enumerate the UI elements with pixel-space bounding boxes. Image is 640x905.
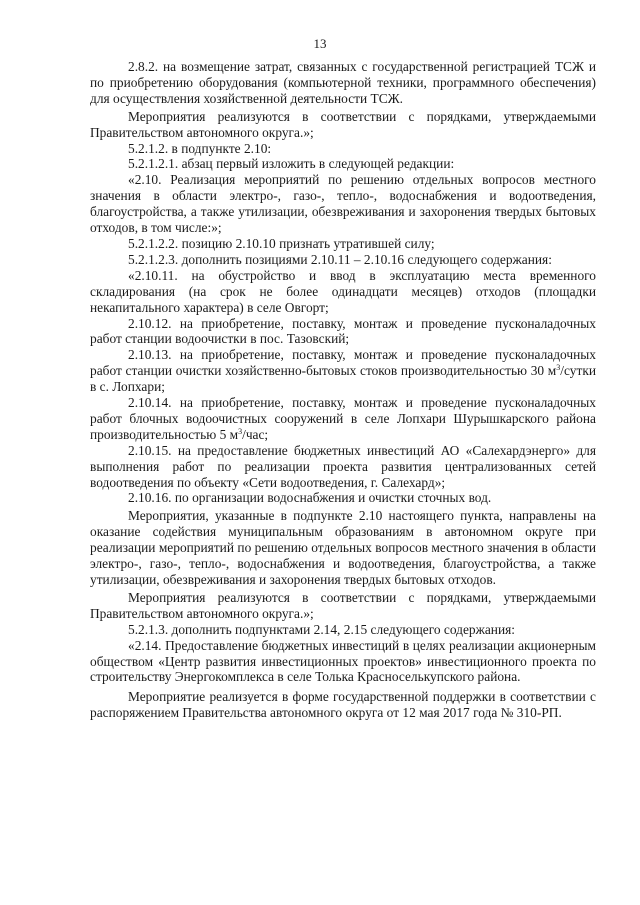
paragraph-2-14: «2.14. Предоставление бюджетных инвестиций в целях реализации акционерным обществом «Центр развития инвестиционных проектов» инвестиционного проекта по строительству Энергокомплекса в селе Толька Красноселькупского района. (90, 637, 596, 685)
paragraph-2-10-14-text: 2.10.14. на приобретение, поставку, монтаж и проведение пусконаладочных работ блочных водоочистных сооружений в селе Лопхари Шурышкарского района производительностью 5 м (90, 395, 596, 442)
paragraph-2-10-12: 2.10.12. на приобретение, поставку, монтаж и проведение пусконаладочных работ станции водоочистки в пос. Тазовский; (90, 315, 596, 347)
paragraph-2-10-13-tail: /сутки в с. Лопхари; (90, 363, 596, 395)
paragraph-measures-purpose: Мероприятия, указанные в подпункте 2.10 настоящего пункта, направлены на оказание содействия муниципальным образованиям в автономном округе при реализации мероприятий по решению отдельных вопросов местного значения в области электро-, газо-, тепло-, водоснабжения и водоотведения, благоустройства, а также утилизации, обезвреживания и захоронения твердых бытовых отходов. (90, 508, 596, 587)
paragraph-2-10: «2.10. Реализация мероприятий по решению отдельных вопросов местного значения в области электро-, газо-, тепло-, водоснабжения и водоотведения, благоустройства, а также утилизации, обезвреживания и захоронения твердых бытовых отходов, в том числе:»; (90, 172, 596, 236)
paragraph-5-2-1-2-3: 5.2.1.2.3. дополнить позициями 2.10.11 – 2.10.16 следующего содержания: (128, 251, 552, 267)
paragraph-measures-order-2: Мероприятия реализуются в соответствии с порядками, утверждаемыми Правительством автономного округа.»; (90, 589, 596, 621)
paragraph-5-2-1-2: 5.2.1.2. в подпункте 2.10: (128, 140, 272, 156)
paragraph-state-support: Мероприятие реализуется в форме государственной поддержки в соответствии с распоряжением Правительства автономного округа от 12 мая 2017 года № 310-РП. (90, 689, 596, 721)
page-number: 13 (313, 36, 327, 51)
document-body (90, 59, 596, 721)
paragraph-5-2-1-2-2: 5.2.1.2.2. позицию 2.10.10 признать утратившей силу; (128, 235, 435, 251)
cubic-superscript: 3 (238, 426, 243, 436)
paragraph-5-2-1-2-1: 5.2.1.2.1. абзац первый изложить в следующей редакции: (128, 156, 455, 172)
paragraph-2-10-14 (90, 395, 596, 443)
cubic-superscript: 3 (556, 363, 561, 373)
paragraph-2-8-2: 2.8.2. на возмещение затрат, связанных с государственной регистрацией ТСЖ и по приобретению оборудования (компьютерной техники, программного обеспечения) для осуществления хозяйственной деятельности ТСЖ. (90, 59, 596, 106)
paragraph-measures-order: Мероприятия реализуются в соответствии с порядками, утверждаемыми Правительством автономного округа.»; (90, 108, 596, 140)
paragraph-2-10-13 (90, 347, 596, 395)
paragraph-2-10-11: «2.10.11. на обустройство и ввод в эксплуатацию места временного складирования (на срок не более одинадцати месяцев) отходов (площадки некапитального характера) в селе Овгорт; (90, 267, 596, 315)
paragraph-2-10-14-tail: /час; (242, 426, 269, 442)
paragraph-2-10-15: 2.10.15. на предоставление бюджетных инвестиций АО «Салехардэнерго» для выполнения работ по реализации проекта развития централизованных сетей водоотведения по объекту «Сети водоотведения, г. Салехард»; (90, 442, 596, 490)
paragraph-5-2-1-3: 5.2.1.3. дополнить подпунктами 2.14, 2.15 следующего содержания: (128, 621, 516, 637)
paragraph-2-10-13-text: 2.10.13. на приобретение, поставку, монтаж и проведение пусконаладочных работ станции очистки хозяйственно-бытовых стоков производительностью 30 м (90, 347, 596, 379)
paragraph-2-10-16: 2.10.16. по организации водоснабжения и очистки сточных вод. (128, 490, 492, 506)
